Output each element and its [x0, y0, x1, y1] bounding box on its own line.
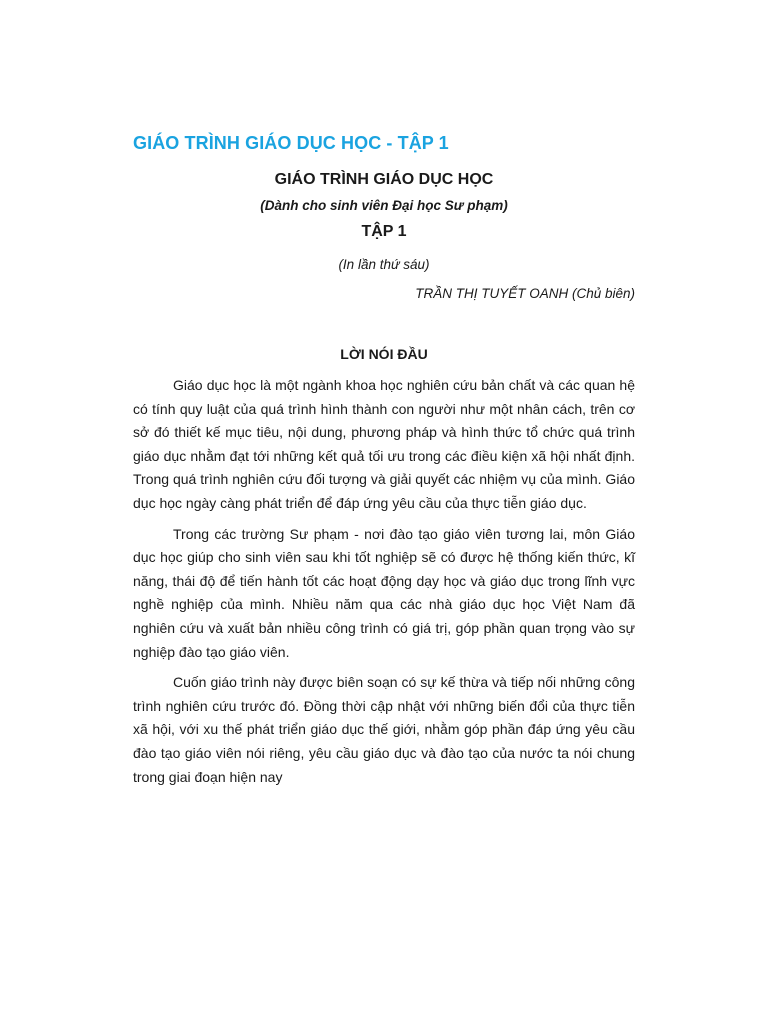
- preface-heading: LỜI NÓI ĐẦU: [340, 346, 428, 362]
- preface-body: [133, 374, 635, 796]
- book-edition: (In lần thứ sáu): [338, 257, 430, 272]
- preface-paragraph: Trong các trường Sư phạm - nơi đào tạo giáo viên tương lai, môn Giáo dục học giúp cho sinh viên sau khi tốt nghiệp sẽ có được hệ thống kiến thức, kĩ năng, thái độ để tiến hành tốt các hoạt động dạy học và giáo dục trong lĩnh vực nghề nghiệp của mình. Nhiều năm qua các nhà giáo dục học Việt Nam đã nghiên cứu và xuất bản nhiều công trình có giá trị, góp phần quan trọng vào sự nghiệp đào tạo giáo viên.: [133, 525, 635, 660]
- book-volume: TẬP 1: [361, 223, 407, 240]
- preface-paragraph: Giáo dục học là một ngành khoa học nghiên cứu bản chất và các quan hệ có tính quy luật của quá trình hình thành con người như một nhân cách, trên cơ sở đó thiết kế mục tiêu, nội dung, phương pháp và hình thức tổ chức quá trình giáo dục nhằm đạt tới những kết quả tối ưu trong các điều kiện xã hội nhất định. Trong quá trình nghiên cứu đối tượng và giải quyết các nhiệm vụ của mình. Giáo dục học ngày càng phát triển để đáp ứng yêu cầu của thực tiễn giáo dục.: [133, 377, 635, 511]
- book-author: TRẦN THỊ TUYẾT OANH (Chủ biên): [415, 286, 635, 301]
- book-subtitle: (Dành cho sinh viên Đại học Sư phạm): [260, 198, 508, 213]
- document-header-title: GIÁO TRÌNH GIÁO DỤC HỌC - TẬP 1: [133, 133, 449, 153]
- book-title: GIÁO TRÌNH GIÁO DỤC HỌC: [274, 171, 494, 188]
- preface-paragraph: Cuốn giáo trình này được biên soạn có sự kế thừa và tiếp nối những công trình nghiên cứu trước đó. Đồng thời cập nhật với những biến đổi của thực tiễn xã hội, với xu thế phát triển giáo dục thế giới, nhằm góp phần đáp ứng yêu cầu đào tạo giáo viên nói riêng, yêu cầu giáo dục và đào tạo của nước ta nói chung trong giai đoạn hiện nay: [133, 674, 635, 785]
